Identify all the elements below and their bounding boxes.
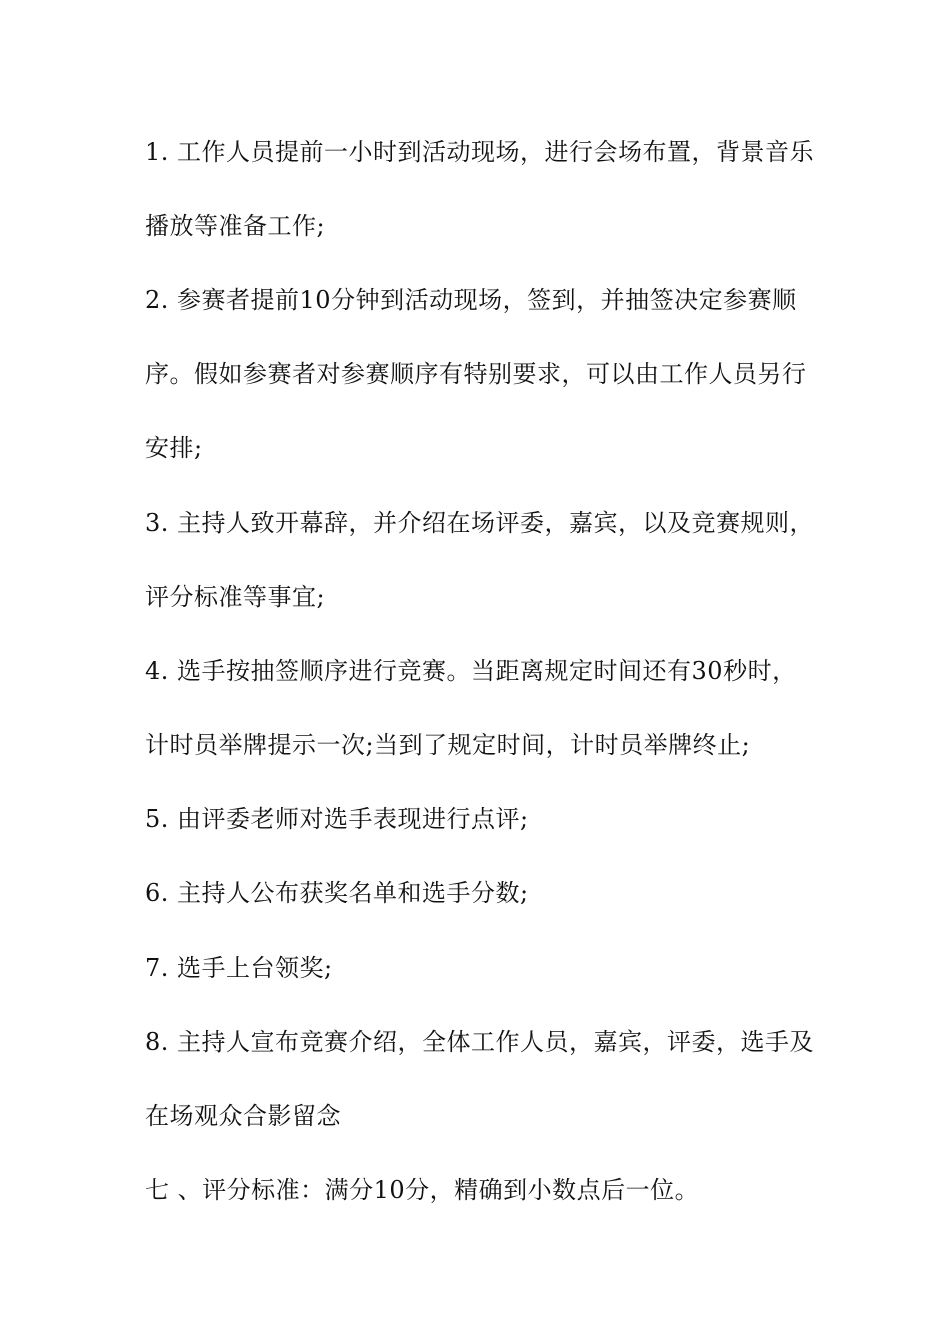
step-3-line-1: 3. 主持人致开幕辞，并介绍在场评委，嘉宾，以及竞赛规则， <box>145 509 815 537</box>
step-8-line-2: 在场观众合影留念 <box>145 1102 341 1130</box>
step-1-line-2: 播放等准备工作; <box>145 212 326 240</box>
step-2-line-3: 安排; <box>145 434 203 462</box>
step-5-line: 5. 由评委老师对选手表现进行点评; <box>145 805 529 833</box>
step-2-line-1: 2. 参赛者提前10分钟到活动现场，签到，并抽签决定参赛顺 <box>145 286 797 314</box>
step-4-line-2: 计时员举牌提示一次;当到了规定时间，计时员举牌终止; <box>145 731 751 759</box>
section-seven-heading: 七 、评分标准：满分10分，精确到小数点后一位。 <box>145 1176 700 1204</box>
step-2-line-2: 序。假如参赛者对参赛顺序有特别要求，可以由工作人员另行 <box>145 360 807 388</box>
step-8-line-1: 8. 主持人宣布竞赛介绍，全体工作人员，嘉宾，评委，选手及 <box>145 1028 815 1056</box>
step-3-line-2: 评分标准等事宜; <box>145 583 326 611</box>
step-7-line: 7. 选手上台领奖; <box>145 954 333 982</box>
step-6-line: 6. 主持人公布获奖名单和选手分数; <box>145 879 529 907</box>
step-1-line-1: 1. 工作人员提前一小时到活动现场，进行会场布置，背景音乐 <box>145 138 815 166</box>
step-4-line-1: 4. 选手按抽签顺序进行竞赛。当距离规定时间还有30秒时， <box>145 657 797 685</box>
